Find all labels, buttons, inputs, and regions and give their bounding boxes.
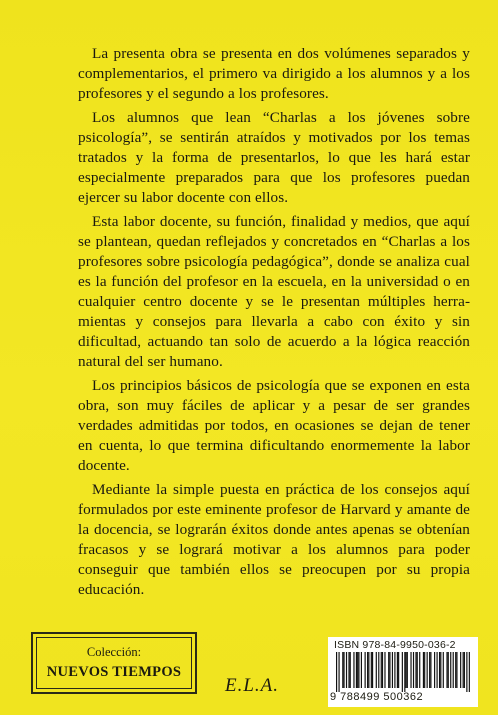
barcode-bar	[430, 652, 431, 688]
barcode-bar	[456, 652, 457, 688]
barcode-bar	[407, 652, 408, 688]
synopsis-text	[78, 44, 470, 604]
barcode-bar	[423, 652, 424, 688]
barcode-bar	[453, 652, 454, 688]
barcode-bar	[394, 652, 395, 688]
barcode-bar	[405, 652, 406, 688]
barcode-bar	[427, 652, 428, 688]
barcode-bar	[389, 652, 390, 688]
publisher-name: E.L.A.	[225, 675, 280, 696]
barcode-bar	[419, 652, 420, 688]
barcode-bar	[413, 652, 414, 688]
barcode-bar	[448, 652, 449, 688]
barcode-bar	[469, 652, 470, 692]
barcode-bar	[429, 652, 430, 688]
barcode-bar	[398, 652, 399, 688]
barcode-bar	[338, 652, 339, 692]
barcode-bar	[443, 652, 444, 688]
barcode-bar	[404, 652, 405, 692]
barcode-bar	[415, 652, 416, 688]
barcode-bar	[397, 652, 398, 688]
barcode-bar	[446, 652, 447, 688]
barcode-bar	[378, 652, 379, 688]
barcode-bar	[342, 652, 343, 688]
paragraph: La presenta obra se presenta en dos volúmenes separados y complementarios, el primero va dirigido a los alumnos y a los profesores y el segundo a los profesores.	[78, 45, 470, 102]
barcode-bar	[356, 652, 357, 688]
barcode-bars	[336, 652, 470, 692]
barcode-bar	[353, 652, 354, 688]
barcode-bar	[343, 652, 344, 688]
barcode-bar	[450, 652, 451, 688]
barcode-bar	[348, 652, 349, 688]
barcode-bar	[434, 652, 435, 688]
barcode-bar	[376, 652, 377, 688]
barcode-bar	[371, 652, 372, 688]
barcode-bar	[463, 652, 464, 688]
barcode-bar	[440, 652, 441, 688]
barcode-bar	[346, 652, 347, 688]
barcode-bar	[439, 652, 440, 688]
barcode-bar	[402, 652, 403, 692]
barcode-bar	[367, 652, 368, 688]
collection-inner-frame	[36, 637, 192, 689]
barcode-bar	[368, 652, 369, 688]
barcode-bar	[424, 652, 425, 688]
barcode-bar	[381, 652, 382, 688]
barcode-bar	[437, 652, 438, 688]
barcode-bar	[361, 652, 362, 688]
barcode-bar	[372, 652, 373, 688]
barcode-digits: 9 788499 500362	[330, 691, 424, 703]
paragraph: Los alumnos que lean “Charlas a los jóvenes sobre psicología”, se sentirán atraídos y motivados por los temas tratados y la forma de presentarlos, lo que les hará estar especialmente preparados para que los profesores puedan ejercer su labor docente con ellos.	[78, 109, 470, 206]
barcode-bar	[388, 652, 389, 688]
barcode-bar	[350, 652, 351, 688]
isbn-barcode	[328, 637, 478, 707]
barcode-bar	[358, 652, 359, 688]
barcode-bar	[455, 652, 456, 688]
collection-label: Colección:	[86, 645, 142, 659]
barcode-bar	[417, 652, 418, 688]
barcode-bar	[357, 652, 358, 688]
barcode-bar	[464, 652, 465, 688]
paragraph: Esta labor docente, su función, finalidad y medios, que aquí se plantean, quedan reflejados y concretados en “Charlas a los profesores sobre psicología pedagógica”, donde se analiza cual es la función del profesor en la escuela, en la universidad o en cualquier centro docente y se le presentan múltiples herramientas y consejos para llevarla a cabo con éxito y sin dificultad, actuando tan solo de acuerdo a la lógica reacción natural del ser humano.	[78, 213, 470, 370]
barcode-bar	[466, 652, 467, 692]
barcode-bar	[460, 652, 461, 688]
barcode-bar	[384, 652, 385, 688]
barcode-bar	[336, 652, 337, 692]
barcode-bar	[410, 652, 411, 688]
paragraph: Los principios básicos de psicología que se exponen en esta obra, son muy fáciles de aplicar y a pesar de ser grandes verdades admitidas por todos, en ocasiones se dejan de tener en cuenta, lo que termina dificultando enormemente la labor docente.	[78, 377, 470, 474]
isbn-label: ISBN 978-84-9950-036-2	[334, 639, 456, 651]
collection-box	[31, 632, 197, 694]
barcode-bar	[365, 652, 366, 688]
barcode-bar	[382, 652, 383, 688]
paragraph: Mediante la simple puesta en práctica de los consejos aquí formulados por este eminente profesor de Harvard y amante de la docencia, se lograrán éxitos donde antes apenas se obtenían fracasos y se logrará motivar a los alumnos para poder conseguir que también ellos se preocupen por su propia educación.	[78, 481, 470, 598]
barcode-bar	[392, 652, 393, 688]
collection-name: NUEVOS TIEMPOS	[46, 664, 182, 680]
